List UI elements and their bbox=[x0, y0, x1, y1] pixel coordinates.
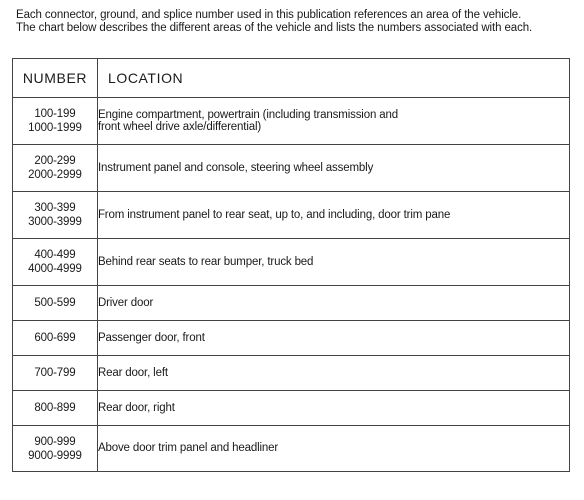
location-line: Driver door bbox=[97, 296, 154, 309]
number-range: 600-699 bbox=[34, 332, 76, 344]
location-cell bbox=[97, 426, 569, 472]
location-cell bbox=[97, 192, 569, 239]
location-cell bbox=[97, 321, 569, 356]
number-range: 700-799 bbox=[34, 367, 76, 379]
number-column-header: NUMBER bbox=[13, 59, 98, 98]
location-cell bbox=[97, 391, 569, 426]
number-range: 300-399 bbox=[34, 202, 76, 214]
number-cell bbox=[13, 426, 98, 472]
location-cell bbox=[97, 356, 569, 391]
location-line: From instrument panel to rear seat, up to, and including, door trim pane bbox=[97, 208, 451, 221]
location-line: Rear door, right bbox=[97, 401, 175, 414]
number-range: 100-199 bbox=[34, 108, 76, 120]
table-row bbox=[13, 145, 570, 192]
table-row bbox=[13, 391, 570, 426]
location-line: Rear door, left bbox=[97, 366, 168, 379]
table-row bbox=[13, 426, 570, 472]
number-range-extended: 1000-1999 bbox=[28, 122, 82, 134]
number-range: 900-999 bbox=[34, 435, 76, 448]
table-row bbox=[13, 286, 570, 321]
number-cell bbox=[13, 286, 98, 321]
number-range-extended: 4000-4999 bbox=[28, 263, 82, 275]
location-column-header: LOCATION bbox=[97, 59, 569, 98]
number-cell bbox=[13, 239, 98, 286]
number-cell bbox=[13, 391, 98, 426]
number-cell bbox=[13, 145, 98, 192]
location-cell bbox=[97, 145, 569, 192]
number-range-extended: 2000-2999 bbox=[28, 169, 82, 181]
intro-line-1: Each connector, ground, and splice number used in this publication references an area of the vehicle. bbox=[16, 9, 522, 21]
number-cell bbox=[13, 356, 98, 391]
intro-line-2: The chart below describes the different areas of the vehicle and lists the numbers associated with each. bbox=[16, 22, 533, 34]
number-cell bbox=[13, 98, 98, 145]
number-cell bbox=[13, 192, 98, 239]
location-line: Behind rear seats to rear bumper, truck bed bbox=[97, 255, 314, 268]
location-cell bbox=[97, 239, 569, 286]
table-header-row bbox=[13, 59, 570, 98]
number-range: 200-299 bbox=[34, 155, 76, 167]
location-line: front wheel drive axle/differential) bbox=[97, 121, 262, 133]
table-row bbox=[13, 321, 570, 356]
location-line: Passenger door, front bbox=[97, 331, 205, 344]
intro-text bbox=[16, 9, 576, 35]
location-cell bbox=[97, 286, 569, 321]
number-range-extended: 9000-9999 bbox=[28, 449, 82, 462]
number-range-extended: 3000-3999 bbox=[28, 216, 82, 228]
table-row bbox=[13, 239, 570, 286]
number-range: 800-899 bbox=[34, 402, 76, 414]
location-line: Instrument panel and console, steering wheel assembly bbox=[97, 161, 374, 174]
table-row bbox=[13, 98, 570, 145]
number-cell bbox=[13, 321, 98, 356]
location-line: Engine compartment, powertrain (including transmission and bbox=[97, 108, 398, 121]
location-cell bbox=[97, 98, 569, 145]
table-row bbox=[13, 356, 570, 391]
location-table bbox=[12, 58, 570, 472]
table-row bbox=[13, 192, 570, 239]
number-range: 500-599 bbox=[34, 297, 76, 309]
location-line: Above door trim panel and headliner bbox=[97, 442, 279, 455]
number-range: 400-499 bbox=[34, 249, 76, 261]
